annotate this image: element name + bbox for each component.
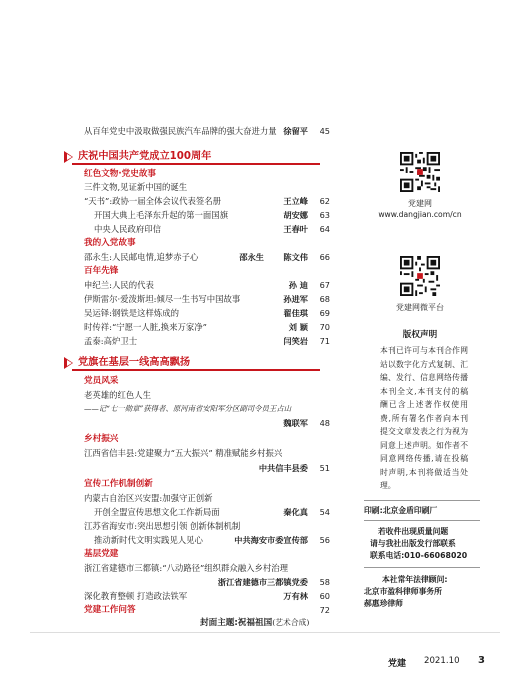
divider [364,567,480,568]
entry-title: 江苏省海安市:突出思想引领 创新体制机制 [84,521,241,531]
flag-notch [67,360,72,366]
entry-page: 72 [319,605,330,615]
entry-title: 吴运铎:钢铁是这样炼成的 [84,308,179,318]
entry-title: 开国大典上毛泽东升起的第一面国旗 [94,210,228,220]
entry-page: 58 [319,577,330,587]
issue-number: 2021.10 [424,656,460,666]
toc-entry[interactable] [84,208,330,222]
toc-entry[interactable] [84,589,330,603]
entry-author: 邵永生 [239,252,264,262]
entry-title: 内蒙古自治区兴安盟:加强守正创新 [84,493,213,503]
toc-entry[interactable] [84,320,330,334]
entry-title: 浙江省建德市三都镇:“八动路径”组织群众融入乡村治理 [84,563,289,573]
entry-author: 中共信丰县委 [258,463,308,473]
entry-title: 深化教育整顿 打造政法铁军 [84,591,188,601]
subsection-heading: 乡村振兴 [84,434,119,444]
legal-counsel: 本社常年法律顾问: [382,575,448,584]
qr-label: 党建网微平台 [396,303,444,312]
entry-title: 时传祥:“宁愿一人脏,换来万家净” [84,322,207,332]
entry-author: 刘 颖 [288,322,308,332]
subsection-heading: 百年先锋 [84,266,119,276]
quality-note: 若收件出现质量问题 [378,527,449,536]
toc-entry[interactable] [84,446,330,460]
entry-title: 孟泰:高炉卫士 [84,336,138,346]
qr-label: 党建网 [408,199,432,208]
entry-title: 开创全盟宣传思想文化工作新局面 [94,507,220,517]
legal-counsel: 郝惠珍律师 [364,599,403,608]
toc-entry[interactable] [84,461,330,475]
copyright-text: 本刊已许可与本刊合作网站以数字化方式复制、汇编、发行、信息网络传播本刊全文,本刊支付的稿酬已含上述著作权使用费,所有署名作者向本刊提交文章发表之行为视为同意上述声明。如作者不同意网络传播,请在投稿时声明,本刊将做适当处理。 [380,346,468,490]
entry-title: 邵永生:人民邮电情,追梦赤子心 [84,252,199,262]
entry-title: 中央人民政府印信 [94,224,161,234]
entry-page: 70 [319,322,330,332]
entry-author: 浙江省建德市三都镇党委 [217,577,308,587]
entry-page: 54 [319,507,330,517]
entry-author: 中共海安市委宣传部 [234,535,308,545]
subsection-heading: 基层党建 [84,549,119,559]
divider [364,520,480,521]
entry-page: 60 [319,591,330,601]
printer-info: 印刷:北京金盾印刷厂 [364,506,438,515]
toc-entry[interactable] [84,575,330,589]
qr-code-icon[interactable] [400,152,440,192]
entry-page: 69 [319,308,330,318]
flag-notch [67,154,72,160]
entry-page: 66 [319,252,330,262]
entry-title: 申纪兰:人民的代表 [84,280,154,290]
section-rule [72,163,320,165]
toc-entry[interactable] [84,505,330,519]
quality-note: 请与我社出版发行部联系 [370,539,456,548]
entry-page: 45 [319,126,330,136]
entry-author: 徐留平 [283,126,308,136]
toc-entry[interactable] [84,250,330,264]
entry-title: 伊斯雷尔·爱泼斯坦:倾尽一生书写中国故事 [84,294,241,304]
entry-author: 胡安娜 [283,210,308,220]
subsection-heading: 党员风采 [84,376,119,386]
toc-entry[interactable] [84,278,330,292]
toc-entry[interactable] [84,519,330,533]
entry-author: 翟佳琪 [283,308,308,318]
entry-page: 64 [319,224,330,234]
entry-page: 67 [319,280,330,290]
entry-author: 孙进军 [283,294,308,304]
entry-page: 62 [319,196,330,206]
section-rule [72,369,320,371]
entry-author: 万有林 [283,591,308,601]
entry-page: 71 [319,336,330,346]
toc-entry[interactable] [84,292,330,306]
entry-page: 56 [319,535,330,545]
toc-entry[interactable] [84,491,330,505]
entry-page: 63 [319,210,330,220]
cover-theme: 封面主题:祝福祖国(艺术合成) [200,618,310,628]
toc-entry[interactable] [84,402,330,416]
copyright-title: 版权声明 [402,330,438,340]
page-number: 3 [478,655,485,666]
toc-entry[interactable] [84,416,330,430]
entry-author: 孙 迪 [288,280,308,290]
subsection-heading: 我的入党故事 [84,238,136,248]
contact-phone: 联系电话:010-66068020 [370,551,468,560]
toc-entry[interactable] [84,533,330,547]
entry-author: 王立峰 [283,196,308,206]
entry-title: 三件文物,见证新中国的诞生 [84,182,188,192]
website-url[interactable]: www.dangjian.com/cn [378,210,462,219]
entry-title: “天书”:政协一届全体会议代表签名册 [84,196,222,206]
section-banner [64,150,320,166]
toc-entry[interactable] [84,561,330,575]
entry-page: 51 [319,463,330,473]
toc-entry[interactable] [84,180,330,194]
entry-title: 江西省信丰县:党建聚力“五大振兴” 精准赋能乡村振兴 [84,448,283,458]
entry-title: 推动新时代文明实践见人见心 [94,535,203,545]
entry-author: 魏联军 [283,418,308,428]
entry-page: 68 [319,294,330,304]
entry-page: 48 [319,418,330,428]
legal-counsel: 北京市盈科律师事务所 [364,587,442,596]
subsection-heading: 宣传工作机制创新 [84,479,153,489]
entry-subtitle: ——记“七一勋章”获得者、原河南省安阳军分区副司令员王占山 [84,404,292,413]
qr-code-icon[interactable] [400,256,440,296]
entry-author: 秦化真 [283,507,308,517]
section-title: 党旗在基层一线高高飘扬 [78,357,191,368]
entry-title: 老英雄的红色人生 [84,390,151,400]
toc-entry[interactable] [84,124,330,138]
toc-entry[interactable] [84,334,330,348]
section-title: 庆祝中国共产党成立100周年 [78,151,212,162]
entry-title: 党建工作问答 [84,605,136,615]
divider [364,500,480,501]
toc-entry[interactable] [84,306,330,320]
entry-title: 从百年党史中汲取做强民族汽车品牌的强大奋进力量 [84,126,277,136]
toc-entry[interactable] [84,603,330,617]
toc-entry[interactable] [84,194,330,208]
entry-author: 陈文伟 [283,252,308,262]
toc-entry[interactable] [84,388,330,402]
entry-author: 王春叶 [283,224,308,234]
footer-rule [30,632,500,633]
toc-entry[interactable] [84,222,330,236]
entry-author: 闫笑岩 [283,336,308,346]
section-banner [64,356,320,372]
subsection-heading: 红色文物·党史故事 [84,169,157,179]
magazine-name: 党建 [388,659,407,669]
